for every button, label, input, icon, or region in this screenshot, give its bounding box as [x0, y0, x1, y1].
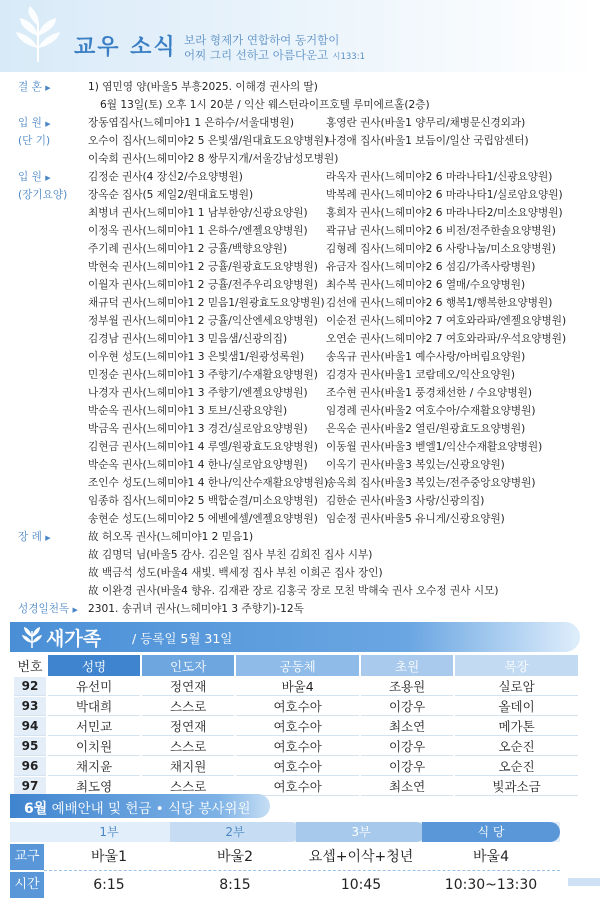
worship-cell: 8:15 [219, 877, 251, 893]
admit-long-entry: 조인수 성도(느헤미야1 4 한나/익산수재활요양병원) [88, 477, 329, 489]
table-header-row [14, 655, 578, 676]
wedding-line2: 6월 13일(토) 오후 1시 20분 / 익산 웨스턴라이프호텔 루미에르홀(2층) [100, 99, 430, 111]
new-family-title: 새가족 [46, 628, 102, 650]
table-cell: 채지원 [142, 757, 234, 776]
worship-title: 6월 예배안내 및 헌금 • 식당 봉사위원 [24, 801, 251, 817]
arrow-icon: ▶ [45, 174, 51, 182]
arrow-icon: ▶ [45, 534, 51, 542]
admit-long-entry: 나경자 권사(느헤미야1 3 주향기/엔젤요양병원) [88, 387, 308, 399]
admit-long-entry: 이옥기 권사(바울3 복있는/신광요양원) [326, 459, 505, 471]
admit-long-entry: 이순전 권사(느헤미야2 7 여호와라파/엔젤요양병원) [326, 315, 567, 327]
admit-short-entry: 홍영란 권사(바울1 양무리/채병문신경외과) [326, 117, 526, 129]
admit-long-entry: 송현순 성도(느헤미야2 5 에벤에셀/엔젤요양병원) [88, 513, 318, 525]
admit-long-entry: 은옥순 권사(바울2 열린/원광효도요양병원) [326, 423, 526, 435]
admit-long-entry: 송옥규 권사(바울1 예수사랑/아버림요양원) [326, 351, 526, 363]
row-number: 94 [14, 717, 46, 736]
column-header: 번호 [14, 655, 46, 676]
admit-long-entry: 이월자 권사(느헤미야1 2 긍휼/전주우리요양병원) [88, 279, 318, 291]
admit-long-entry: 민정순 권사(느헤미야1 3 주향기/수재활요양병원) [88, 369, 318, 381]
table-cell: 서민교 [48, 717, 140, 736]
worship-row-label: 시간 [10, 872, 44, 898]
header-banner [0, 0, 600, 72]
table-cell: 최소연 [361, 717, 453, 736]
wedding-label: 결 혼 ▶ [18, 81, 51, 93]
worship-cell: 6:15 [93, 877, 125, 893]
table-row [14, 737, 578, 756]
admit-long-entry: 이정옥 권사(느헤미야1 1 은하수/엔젤요양병원) [88, 225, 308, 237]
table-row [14, 697, 578, 716]
admit-long-sublabel: (장기요양) [18, 189, 68, 201]
funeral-entry: 故 김명덕 님(바울5 감사. 김은일 집사 부친 김희진 집사 시부) [88, 549, 373, 561]
table-cell: 여호수아 [236, 697, 359, 716]
table-cell: 여호수아 [236, 777, 359, 796]
page-edge-tab [568, 878, 600, 886]
worship-column-header: 1부 [99, 825, 119, 839]
leaf-decoration-icon [8, 4, 68, 64]
worship-cell: 바울2 [217, 849, 253, 865]
bible-reading-label: 성경일천독 ▶ [18, 603, 78, 615]
table-cell: 유선미 [48, 677, 140, 696]
admit-long-label: 입 원 ▶ [18, 171, 51, 183]
arrow-icon: ▶ [72, 606, 78, 614]
funeral-entry: 故 백금석 성도(바울4 새빛. 백세정 집사 부친 이희곤 집사 장인) [88, 567, 383, 579]
admit-long-entry: 장옥순 집사(5 제일2/원대효도병원) [88, 189, 254, 201]
admit-short-entry: 나경애 집사(바울1 보듬이/일산 국립암센터) [326, 135, 529, 147]
admit-short-label: 입 원 ▶ [18, 117, 51, 129]
admit-long-entry: 김경자 권사(바울1 코람데오/익산요양원) [326, 369, 516, 381]
admit-long-entry: 정부월 권사(느헤미야1 2 긍휼/익산엔세요양병원) [88, 315, 318, 327]
table-cell: 오순진 [455, 757, 578, 776]
worship-column-header: 3부 [296, 822, 426, 842]
table-cell: 바울4 [236, 677, 359, 696]
new-family-subtitle: / 등록일 5월 31일 [132, 631, 233, 646]
table-cell: 올데이 [455, 697, 578, 716]
admit-long-entry: 이동월 권사(바울3 벧엘1/익산수재활요양병원) [326, 441, 543, 453]
worship-column-header: 2부 [170, 822, 300, 842]
admit-long-entry: 오연순 권사(느헤미야2 7 여호와라파/우석요양병원) [326, 333, 567, 345]
arrow-icon: ▶ [45, 84, 51, 92]
wedding-line1: 1) 염민영 양(바울5 부흥2025. 이해경 권사의 딸) [88, 81, 318, 93]
leaf-icon [20, 625, 44, 649]
worship-cell: 10:30~13:30 [444, 877, 538, 893]
worship-cell: 바울1 [91, 849, 127, 865]
column-header: 초원 [361, 655, 453, 676]
admit-long-entry: 박현숙 권사(느헤미야1 2 긍휼/원광효도요양병원) [88, 261, 318, 273]
table-cell: 최소연 [361, 777, 453, 796]
table-cell: 오순진 [455, 737, 578, 756]
admit-long-entry: 유금자 집사(느헤미야2 6 섬김/가족사랑병원) [326, 261, 536, 273]
table-cell: 여호수아 [236, 737, 359, 756]
worship-cell: 바울4 [473, 849, 509, 865]
table-cell: 메가톤 [455, 717, 578, 736]
column-header: 인도자 [142, 655, 234, 676]
admit-long-entry: 최병녀 권사(느헤미야1 1 남부한양/신광요양원) [88, 207, 308, 219]
worship-header [10, 794, 270, 818]
table-cell: 빛과소금 [455, 777, 578, 796]
section-title: 교우 소식 [74, 35, 177, 60]
table-cell: 정연재 [142, 717, 234, 736]
table-cell: 이강우 [361, 757, 453, 776]
row-number: 92 [14, 677, 46, 696]
admit-long-entry: 김현금 권사(느헤미야1 4 루엘/원광효도요양병원) [88, 441, 318, 453]
admit-long-entry: 김선애 권사(느헤미야2 6 행복1/행복한요양병원) [326, 297, 553, 309]
row-number: 97 [14, 777, 46, 796]
admit-short-entry: 장동엽집사(느헤미야1 1 은하수/서울대병원) [88, 117, 295, 129]
admit-short-sublabel: (단 기) [18, 135, 51, 147]
admit-short-entry: 오수이 집사(느헤미야2 5 은빛샘/원대효도요양병원) [88, 135, 329, 147]
table-cell: 최도영 [48, 777, 140, 796]
table-cell: 조용원 [361, 677, 453, 696]
new-family-table [12, 654, 580, 797]
table-cell: 이치원 [48, 737, 140, 756]
funeral-label: 장 례 ▶ [18, 531, 51, 543]
admit-long-entry: 김정순 권사(4 장신2/수요양병원) [88, 171, 243, 183]
divider [44, 870, 560, 871]
funeral-entry: 故 이완경 권사(바울4 향유. 김재관 장로 김홍국 장로 모친 박해숙 권사 오수정 권사 시모) [88, 585, 499, 597]
table-cell: 실로암 [455, 677, 578, 696]
admit-long-entry: 라옥자 권사(느헤미야2 6 마라나타1/신광요양원) [326, 171, 553, 183]
table-cell: 채지윤 [48, 757, 140, 776]
admit-long-entry: 채규덕 권사(느헤미야1 2 믿음1/원광효도요양병원) [88, 297, 325, 309]
admit-long-entry: 김경남 권사(느헤미야1 3 믿음샘/신광의집) [88, 333, 288, 345]
worship-column-header: 식 당 [422, 822, 560, 842]
table-cell: 스스로 [142, 697, 234, 716]
row-number: 93 [14, 697, 46, 716]
funeral-entry: 故 허오목 권사(느헤미야1 2 믿음1) [88, 531, 254, 543]
table-cell: 정연재 [142, 677, 234, 696]
bible-verse-line2: 어찌 그리 선하고 아름다운고 시133:1 [184, 48, 365, 62]
row-number: 96 [14, 757, 46, 776]
column-header: 공동체 [236, 655, 359, 676]
admit-long-entry: 김형례 집사(느헤미야2 6 사랑나눔/미소요양병원) [326, 243, 556, 255]
worship-cell: 10:45 [340, 877, 382, 893]
new-family-header [10, 622, 580, 652]
column-header: 성명 [48, 655, 140, 676]
admit-long-entry: 박복례 권사(느헤미야2 6 마라나타1/실로암요양원) [326, 189, 563, 201]
bible-verse-line1: 보라 형제가 연합하여 동거함이 [184, 33, 340, 47]
admit-short-entry: 이숙희 권사(느헤미야2 8 쌍무지개/서울강남성모병원) [88, 153, 339, 165]
admit-long-entry: 박순옥 권사(느헤미야1 3 토브/신광요양원) [88, 405, 288, 417]
bible-reading-entry: 2301. 송귀녀 권사(느헤미야1 3 주향기)-12독 [88, 603, 304, 615]
admit-long-entry: 곽규남 권사(느헤미야2 6 비전/전주한솔요양병원) [326, 225, 556, 237]
table-cell: 스스로 [142, 737, 234, 756]
admit-long-entry: 주기례 권사(느헤미야1 2 긍휼/백향요양원) [88, 243, 288, 255]
admit-long-entry: 홍희자 권사(느헤미야2 6 마라나타2/미소요양병원) [326, 207, 563, 219]
worship-cell: 요셉+이삭+청년 [308, 849, 414, 865]
table-cell: 이강우 [361, 697, 453, 716]
table-row [14, 757, 578, 776]
verse-reference: 시133:1 [332, 52, 365, 62]
admit-long-entry: 박금옥 권사(느헤미야1 3 경건/실로암요양병원) [88, 423, 308, 435]
admit-long-entry: 임종하 집사(느헤미야2 5 백합순결/미소요양병원) [88, 495, 318, 507]
admit-long-entry: 송옥희 집사(바울3 복있는/전주중앙요양병원) [326, 477, 536, 489]
admit-long-entry: 조수현 권사(바울1 풍경채선한 / 수요양병원) [326, 387, 533, 399]
table-cell: 스스로 [142, 777, 234, 796]
admit-long-entry: 김한순 권사(바울3 사랑/신광의집) [326, 495, 485, 507]
admit-long-entry: 이우현 성도(느헤미야1 3 은빛샘1/원광성록원) [88, 351, 305, 363]
table-cell: 이강우 [361, 737, 453, 756]
table-row [14, 677, 578, 696]
admit-long-entry: 임순정 권사(바울5 유니게/신광요양원) [326, 513, 505, 525]
admit-long-entry: 임경례 권사(바울2 여호수아/수재활요양병원) [326, 405, 536, 417]
table-cell: 박대희 [48, 697, 140, 716]
table-row [14, 717, 578, 736]
table-cell: 여호수아 [236, 717, 359, 736]
column-header: 목장 [455, 655, 578, 676]
admit-long-entry: 박순옥 권사(느헤미야1 4 한나/실로암요양병원) [88, 459, 308, 471]
worship-row-label: 교구 [10, 844, 44, 870]
arrow-icon: ▶ [45, 120, 51, 128]
table-cell: 여호수아 [236, 757, 359, 776]
admit-long-entry: 최수복 권사(느헤미야2 6 열매/수요양병원) [326, 279, 526, 291]
row-number: 95 [14, 737, 46, 756]
